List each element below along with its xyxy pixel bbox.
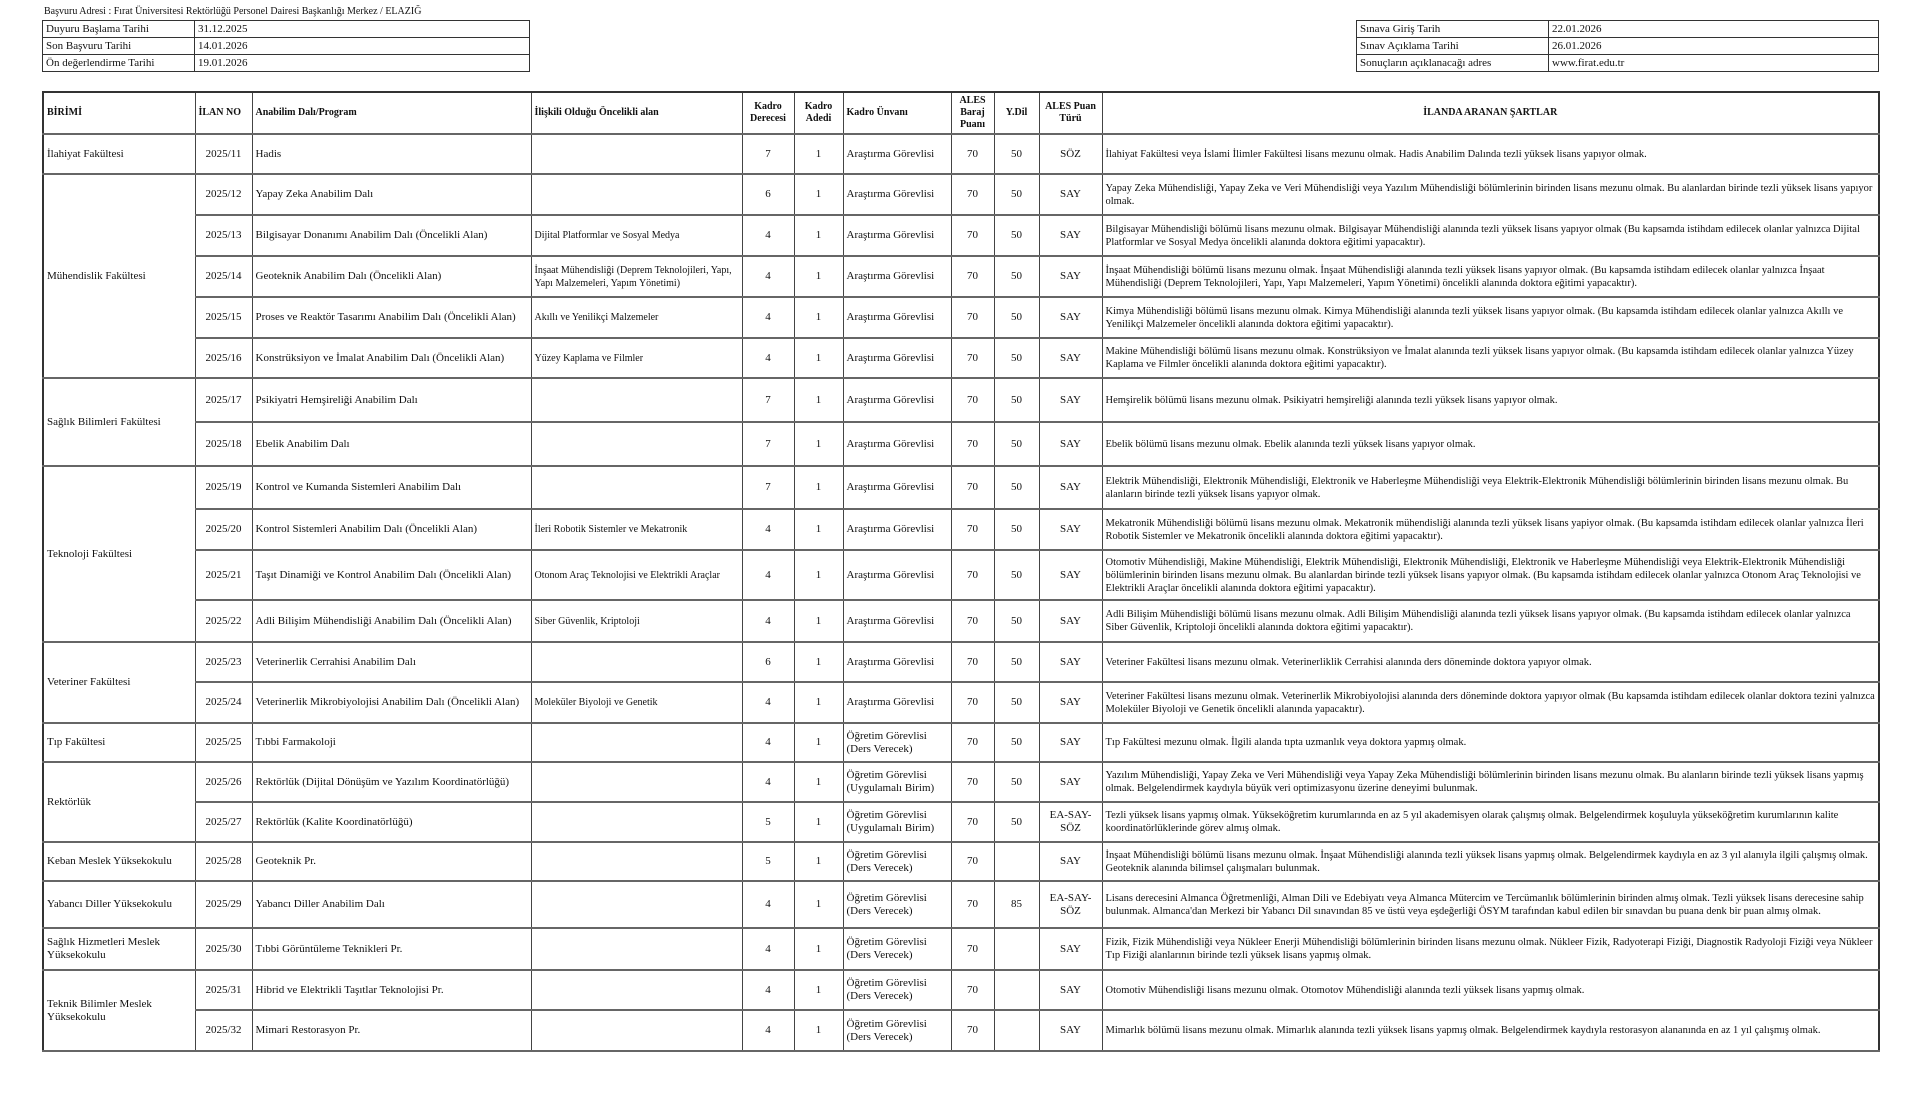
kadro-count: 1 <box>794 338 843 378</box>
kadro-degree: 4 <box>742 600 794 642</box>
ales-type: EA-SAY-SÖZ <box>1039 802 1102 842</box>
column-header: ALES Puan Türü <box>1039 92 1102 134</box>
positions-table <box>42 91 1880 1052</box>
ales-score: 70 <box>951 842 994 881</box>
ilan-no: 2025/32 <box>195 1010 252 1051</box>
kadro-degree: 4 <box>742 723 794 762</box>
requirements: Lisans derecesini Almanca Öğretmenliği, Alman Dili ve Edebiyatı veya Almanca Mütercim ve Tercümanlık bölümlerinin birinden almış olmak. Tezli yüksek lisans derecesine sahip bulunmak. Almanca'dan Merkezi bir Yabancı Dil sınavından 85 ve üstü veya eşdeğerliği ÖSYM tarafından kabul edilen bir sınavdan bu puana denk bir puan almış olmak. <box>1102 881 1879 928</box>
ales-score: 70 <box>951 297 994 338</box>
unit-name: Veteriner Fakültesi <box>43 642 195 723</box>
ales-score: 70 <box>951 642 994 682</box>
table-row <box>43 134 1879 174</box>
ilan-no: 2025/17 <box>195 378 252 422</box>
requirements: Veteriner Fakültesi lisans mezunu olmak. Veterinerlik Mikrobiyolojisi alanında ders döneminde doktora yapıyor olmak (Bu kapsamda istihdam edilecek olanlar doktora tezini yalnızca Moleküler Biyoloji ve Genetik öncelikli alanında yapacaktır). <box>1102 682 1879 723</box>
ales-type: SAY <box>1039 600 1102 642</box>
requirements: Mekatronik Mühendisliği bölümü lisans mezunu olmak. Mekatronik mühendisliği alanında tezli yüksek lisans yapiyor olmak. (Bu kapsamda istihdam edilecek olanlar yalnızca İleri Robotik Sistemler ve Mekatronik öncelikli alanında doktora eğitimi yapacaktır). <box>1102 509 1879 550</box>
language-score: 50 <box>994 642 1039 682</box>
kadro-count: 1 <box>794 466 843 509</box>
date-row <box>43 55 530 72</box>
language-score <box>994 1010 1039 1051</box>
language-score: 50 <box>994 682 1039 723</box>
kadro-degree: 4 <box>742 762 794 802</box>
requirements: Yazılım Mühendisliği, Yapay Zeka ve Veri Mühendisliği veya Yapay Zeka Mühendisliği bölümlerinin birinden lisans mezunu olmak. Bu alanların birinde tezli yüksek lisans yapmış olmak. Belgelendirmek kaydıyla büyük veri optimizasyonu üzerine deneyimi bulunmak. <box>1102 762 1879 802</box>
kadro-title: Öğretim Görevlisi (Uygulamalı Birim) <box>843 802 951 842</box>
requirements: Yapay Zeka Mühendisliği, Yapay Zeka ve Veri Mühendisliği veya Yazılım Mühendisliği bölümlerinin birinden lisans mezunu olmak. Bu alanlardan birinde tezli yüksek lisans yapıyor olmak. <box>1102 174 1879 215</box>
kadro-title: Öğretim Görevlisi (Ders Verecek) <box>843 970 951 1010</box>
kadro-count: 1 <box>794 378 843 422</box>
date-value: 26.01.2026 <box>1549 38 1879 55</box>
language-score: 50 <box>994 509 1039 550</box>
requirements: Tezli yüksek lisans yapmış olmak. Yükseköğretim kurumlarında en az 5 yıl akademisyen olarak çalışmış olmak. Belgelendirmek koşuluyla yükseköğretim kurumlarının kalite koordinatörlüklerinde görev almış olmak. <box>1102 802 1879 842</box>
ales-type: SAY <box>1039 297 1102 338</box>
kadro-count: 1 <box>794 215 843 256</box>
priority-area: Akıllı ve Yenilikçi Malzemeler <box>531 297 742 338</box>
language-score <box>994 928 1039 970</box>
unit-name: Sağlık Hizmetleri Meslek Yüksekokulu <box>43 928 195 970</box>
date-value: www.firat.edu.tr <box>1549 55 1879 72</box>
kadro-count: 1 <box>794 762 843 802</box>
ilan-no: 2025/23 <box>195 642 252 682</box>
program: Rektörlük (Kalite Koordinatörlüğü) <box>252 802 531 842</box>
kadro-count: 1 <box>794 509 843 550</box>
ales-score: 70 <box>951 928 994 970</box>
requirements: Bilgisayar Mühendisliği bölümü lisans mezunu olmak. Bilgisayar Mühendisliği alanında tezli yüksek lisans yapıyor olmak (Bu kapsamda istihdam edilecek olanlar yalnızca Dijital Platformlar ve Sosyal Medya öncelikli alanında doktora eğitimi yapacaktır). <box>1102 215 1879 256</box>
column-header: Y.Dil <box>994 92 1039 134</box>
requirements: Fizik, Fizik Mühendisliği veya Nükleer Enerji Mühendisliği bölümlerinin birinden lisans mezunu olmak. Nükleer Fizik, Radyoterapi Fiziği, Diagnostik Radyoloji Fiziği veya Nükleer Tıp Fiziği alanlarının birinde tezli yüksek lisans yapmış olmak. <box>1102 928 1879 970</box>
ales-score: 70 <box>951 338 994 378</box>
table-row <box>43 297 1879 338</box>
program: Tıbbi Farmakoloji <box>252 723 531 762</box>
kadro-count: 1 <box>794 256 843 297</box>
kadro-count: 1 <box>794 928 843 970</box>
priority-area <box>531 970 742 1010</box>
language-score: 50 <box>994 762 1039 802</box>
table-row <box>43 174 1879 215</box>
kadro-title: Araştırma Görevlisi <box>843 422 951 466</box>
table-row <box>43 723 1879 762</box>
requirements: Adli Bilişim Mühendisliği bölümü lisans mezunu olmak. Adli Bilişim Mühendisliği alanında tezli yüksek lisans yapıyor olmak. (Bu kapsamda istihdam edilecek olanlar yalnızca Siber Güvenlik, Kriptoloji öncelikli alanında doktora eğitimi yapacaktır). <box>1102 600 1879 642</box>
ales-score: 70 <box>951 1010 994 1051</box>
kadro-count: 1 <box>794 1010 843 1051</box>
table-row <box>43 682 1879 723</box>
table-header-row <box>43 92 1879 134</box>
ilan-no: 2025/26 <box>195 762 252 802</box>
kadro-title: Öğretim Görevlisi (Ders Verecek) <box>843 1010 951 1051</box>
language-score <box>994 970 1039 1010</box>
table-row <box>43 762 1879 802</box>
priority-area: Yüzey Kaplama ve Filmler <box>531 338 742 378</box>
kadro-title: Araştırma Görevlisi <box>843 600 951 642</box>
priority-area <box>531 378 742 422</box>
program: Bilgisayar Donanımı Anabilim Dalı (Öncelikli Alan) <box>252 215 531 256</box>
requirements: İnşaat Mühendisliği bölümü lisans mezunu olmak. İnşaat Mühendisliği alanında tezli yüksek lisans yapıyor olmak. (Bu kapsamda istihdam edilecek olanlar yalnızca İnşaat Mühendisliği (Deprem Teknolojileri, Yapı, Yapı Malzemeleri, Yapım Yönetimi) öncelikli alanında doktora eğitimi yapacaktır). <box>1102 256 1879 297</box>
kadro-degree: 7 <box>742 134 794 174</box>
requirements: Ebelik bölümü lisans mezunu olmak. Ebelik alanında tezli yüksek lisans yapıyor olmak. <box>1102 422 1879 466</box>
program: Geoteknik Pr. <box>252 842 531 881</box>
unit-name: Rektörlük <box>43 762 195 842</box>
ales-score: 70 <box>951 600 994 642</box>
date-label: Duyuru Başlama Tarihi <box>43 21 195 38</box>
ilan-no: 2025/15 <box>195 297 252 338</box>
ilan-no: 2025/14 <box>195 256 252 297</box>
language-score: 50 <box>994 802 1039 842</box>
program: Tıbbi Görüntüleme Teknikleri Pr. <box>252 928 531 970</box>
ales-type: SAY <box>1039 842 1102 881</box>
ales-score: 70 <box>951 466 994 509</box>
table-row <box>43 215 1879 256</box>
kadro-count: 1 <box>794 174 843 215</box>
kadro-degree: 6 <box>742 642 794 682</box>
priority-area: Dijital Platformlar ve Sosyal Medya <box>531 215 742 256</box>
program: Veterinerlik Cerrahisi Anabilim Dalı <box>252 642 531 682</box>
ales-type: SAY <box>1039 215 1102 256</box>
ilan-no: 2025/31 <box>195 970 252 1010</box>
ales-type: SAY <box>1039 174 1102 215</box>
kadro-count: 1 <box>794 642 843 682</box>
ales-type: EA-SAY-SÖZ <box>1039 881 1102 928</box>
kadro-title: Araştırma Görevlisi <box>843 378 951 422</box>
priority-area: Siber Güvenlik, Kriptoloji <box>531 600 742 642</box>
requirements: Otomotiv Mühendisliği lisans mezunu olmak. Otomotov Mühendisliği alanında tezli yüksek lisans yapmış olmak. <box>1102 970 1879 1010</box>
kadro-degree: 4 <box>742 1010 794 1051</box>
unit-name: İlahiyat Fakültesi <box>43 134 195 174</box>
program: Psikiyatri Hemşireliği Anabilim Dalı <box>252 378 531 422</box>
application-address: Başvuru Adresi : Fırat Üniversitesi Rektörlüğü Personel Dairesi Başkanlığı Merkez / ELAZIĞ <box>44 6 422 17</box>
requirements: Otomotiv Mühendisliği, Makine Mühendisliği, Elektrik Mühendisliği, Elektronik Mühendisliği, Elektronik ve Haberleşme Mühendisliği veya Elektrik-Elektronik Mühendisliği bölümlerinin birinden lisans mezunu olmak. Bu alanlardan birinde tezli yüksek lisans yapıyor olmak. (Bu kapsamda istihdam edilecek olanlar yalnızca Otonom Araç Teknolojisi ve Elektrikli Araçlar öncelikli alanında doktora eğitimi yapacaktır). <box>1102 550 1879 600</box>
kadro-count: 1 <box>794 802 843 842</box>
ales-score: 70 <box>951 134 994 174</box>
program: Taşıt Dinamiği ve Kontrol Anabilim Dalı (Öncelikli Alan) <box>252 550 531 600</box>
unit-name: Sağlık Bilimleri Fakültesi <box>43 378 195 466</box>
priority-area <box>531 134 742 174</box>
kadro-title: Araştırma Görevlisi <box>843 256 951 297</box>
requirements: İnşaat Mühendisliği bölümü lisans mezunu olmak. İnşaat Mühendisliği alanında tezli yüksek lisans yapmış olmak. Belgelendirmek kaydıyla en az 3 yıl alanıyla ilgili çalışmış olmak. Geoteknik alanında bilimsel çalışmaları bulunmak. <box>1102 842 1879 881</box>
table-row <box>43 642 1879 682</box>
program: Proses ve Reaktör Tasarımı Anabilim Dalı (Öncelikli Alan) <box>252 297 531 338</box>
priority-area <box>531 723 742 762</box>
ales-type: SAY <box>1039 762 1102 802</box>
program: Rektörlük (Dijital Dönüşüm ve Yazılım Koordinatörlüğü) <box>252 762 531 802</box>
language-score: 50 <box>994 550 1039 600</box>
column-header: İLANDA ARANAN ŞARTLAR <box>1102 92 1879 134</box>
ales-score: 70 <box>951 174 994 215</box>
kadro-count: 1 <box>794 297 843 338</box>
language-score: 50 <box>994 134 1039 174</box>
program: Veterinerlik Mikrobiyolojisi Anabilim Dalı (Öncelikli Alan) <box>252 682 531 723</box>
ales-type: SAY <box>1039 378 1102 422</box>
ilan-no: 2025/20 <box>195 509 252 550</box>
date-row <box>1357 21 1879 38</box>
table-row <box>43 378 1879 422</box>
ales-score: 70 <box>951 762 994 802</box>
kadro-degree: 7 <box>742 422 794 466</box>
kadro-degree: 4 <box>742 297 794 338</box>
dates-table-right <box>1356 20 1879 72</box>
kadro-count: 1 <box>794 134 843 174</box>
date-label: Sonuçların açıklanacağı adres <box>1357 55 1549 72</box>
kadro-title: Öğretim Görevlisi (Ders Verecek) <box>843 723 951 762</box>
column-header: BİRİMİ <box>43 92 195 134</box>
program: Hadis <box>252 134 531 174</box>
unit-name: Teknik Bilimler Meslek Yüksekokulu <box>43 970 195 1051</box>
priority-area <box>531 762 742 802</box>
column-header: Kadro Derecesi <box>742 92 794 134</box>
ales-score: 70 <box>951 422 994 466</box>
priority-area: İnşaat Mühendisliği (Deprem Teknolojileri, Yapı, Yapı Malzemeleri, Yapım Yönetimi) <box>531 256 742 297</box>
kadro-title: Öğretim Görevlisi (Ders Verecek) <box>843 881 951 928</box>
requirements: Hemşirelik bölümü lisans mezunu olmak. Psikiyatri hemşireliği alanında tezli yüksek lisans yapıyor olmak. <box>1102 378 1879 422</box>
table-row <box>43 928 1879 970</box>
ales-type: SAY <box>1039 723 1102 762</box>
program: Mimari Restorasyon Pr. <box>252 1010 531 1051</box>
date-label: Sınav Açıklama Tarihi <box>1357 38 1549 55</box>
table-row <box>43 802 1879 842</box>
ilan-no: 2025/28 <box>195 842 252 881</box>
ales-score: 70 <box>951 802 994 842</box>
ilan-no: 2025/13 <box>195 215 252 256</box>
kadro-title: Araştırma Görevlisi <box>843 509 951 550</box>
ilan-no: 2025/22 <box>195 600 252 642</box>
kadro-title: Araştırma Görevlisi <box>843 174 951 215</box>
ales-type: SAY <box>1039 970 1102 1010</box>
ales-type: SAY <box>1039 466 1102 509</box>
program: Yapay Zeka Anabilim Dalı <box>252 174 531 215</box>
table-row <box>43 422 1879 466</box>
column-header: ALES Baraj Puanı <box>951 92 994 134</box>
kadro-count: 1 <box>794 682 843 723</box>
date-label: Son Başvuru Tarihi <box>43 38 195 55</box>
priority-area: Otonom Araç Teknolojisi ve Elektrikli Araçlar <box>531 550 742 600</box>
program: Hibrid ve Elektrikli Taşıtlar Teknolojisi Pr. <box>252 970 531 1010</box>
program: Yabancı Diller Anabilim Dalı <box>252 881 531 928</box>
date-value: 22.01.2026 <box>1549 21 1879 38</box>
kadro-degree: 4 <box>742 509 794 550</box>
kadro-count: 1 <box>794 600 843 642</box>
ales-type: SAY <box>1039 928 1102 970</box>
kadro-degree: 7 <box>742 466 794 509</box>
date-value: 31.12.2025 <box>195 21 530 38</box>
kadro-count: 1 <box>794 550 843 600</box>
kadro-degree: 4 <box>742 338 794 378</box>
table-row <box>43 600 1879 642</box>
unit-name: Tıp Fakültesi <box>43 723 195 762</box>
kadro-title: Öğretim Görevlisi (Uygulamalı Birim) <box>843 762 951 802</box>
kadro-degree: 4 <box>742 881 794 928</box>
date-label: Ön değerlendirme Tarihi <box>43 55 195 72</box>
priority-area: Moleküler Biyoloji ve Genetik <box>531 682 742 723</box>
kadro-title: Araştırma Görevlisi <box>843 215 951 256</box>
language-score: 50 <box>994 422 1039 466</box>
table-row <box>43 338 1879 378</box>
ales-type: SAY <box>1039 1010 1102 1051</box>
ales-score: 70 <box>951 509 994 550</box>
kadro-degree: 4 <box>742 970 794 1010</box>
ales-type: SAY <box>1039 509 1102 550</box>
requirements: Kimya Mühendisliği bölümü lisans mezunu olmak. Kimya Mühendisliği alanında tezli yüksek lisans yapıyor olmak. (Bu kapsamda istihdam edilecek olanlar yalnızca Akıllı ve Yenilikçi Malzemeler öncelikli alanında doktora eğitimi yapacaktır). <box>1102 297 1879 338</box>
language-score: 50 <box>994 174 1039 215</box>
kadro-degree: 5 <box>742 842 794 881</box>
kadro-count: 1 <box>794 723 843 762</box>
column-header: İlişkili Olduğu Öncelikli alan <box>531 92 742 134</box>
priority-area <box>531 928 742 970</box>
column-header: Kadro Ünvanı <box>843 92 951 134</box>
ales-score: 70 <box>951 881 994 928</box>
date-label: Sınava Giriş Tarih <box>1357 21 1549 38</box>
ilan-no: 2025/16 <box>195 338 252 378</box>
table-row <box>43 256 1879 297</box>
ilan-no: 2025/19 <box>195 466 252 509</box>
ales-type: SAY <box>1039 550 1102 600</box>
kadro-count: 1 <box>794 970 843 1010</box>
ales-type: SAY <box>1039 422 1102 466</box>
kadro-degree: 4 <box>742 550 794 600</box>
requirements: Makine Mühendisliği bölümü lisans mezunu olmak. Konstrüksiyon ve İmalat alanında tezli yüksek lisans yapıyor olmak. (Bu kapsamda istihdam edilecek olanlar yalnızca Yüzey Kaplama ve Filmler öncelikli alanında doktora eğitimi yapacaktır). <box>1102 338 1879 378</box>
language-score: 50 <box>994 723 1039 762</box>
requirements: İlahiyat Fakültesi veya İslami İlimler Fakültesi lisans mezunu olmak. Hadis Anabilim Dalında tezli yüksek lisans yapıyor olmak. <box>1102 134 1879 174</box>
unit-name: Mühendislik Fakültesi <box>43 174 195 378</box>
language-score: 50 <box>994 600 1039 642</box>
language-score <box>994 842 1039 881</box>
kadro-title: Araştırma Görevlisi <box>843 297 951 338</box>
table-row <box>43 509 1879 550</box>
unit-name: Keban Meslek Yüksekokulu <box>43 842 195 881</box>
date-row <box>43 21 530 38</box>
ales-score: 70 <box>951 723 994 762</box>
ales-score: 70 <box>951 682 994 723</box>
table-row <box>43 970 1879 1010</box>
requirements: Elektrik Mühendisliği, Elektronik Mühendisliği, Elektronik ve Haberleşme Mühendisliği veya Elektrik-Elektronik Mühendisliği bölümlerinin birinden lisans mezunu olmak. Bu alanların birinde tezli yüksek lisans yapıyor olmak. <box>1102 466 1879 509</box>
table-row <box>43 881 1879 928</box>
program: Konstrüksiyon ve İmalat Anabilim Dalı (Öncelikli Alan) <box>252 338 531 378</box>
ales-score: 70 <box>951 550 994 600</box>
ales-score: 70 <box>951 215 994 256</box>
ilan-no: 2025/21 <box>195 550 252 600</box>
ales-type: SAY <box>1039 256 1102 297</box>
kadro-degree: 4 <box>742 256 794 297</box>
ilan-no: 2025/25 <box>195 723 252 762</box>
ilan-no: 2025/12 <box>195 174 252 215</box>
requirements: Veteriner Fakültesi lisans mezunu olmak. Veterinerliklik Cerrahisi alanında ders döneminde doktora yapıyor olmak. <box>1102 642 1879 682</box>
program: Ebelik Anabilim Dalı <box>252 422 531 466</box>
kadro-count: 1 <box>794 422 843 466</box>
column-header: İLAN NO <box>195 92 252 134</box>
priority-area <box>531 642 742 682</box>
program: Kontrol ve Kumanda Sistemleri Anabilim Dalı <box>252 466 531 509</box>
ilan-no: 2025/11 <box>195 134 252 174</box>
kadro-degree: 4 <box>742 682 794 723</box>
ilan-no: 2025/24 <box>195 682 252 723</box>
ales-score: 70 <box>951 970 994 1010</box>
table-row <box>43 1010 1879 1051</box>
language-score: 50 <box>994 297 1039 338</box>
priority-area: İleri Robotik Sistemler ve Mekatronik <box>531 509 742 550</box>
unit-name: Teknoloji Fakültesi <box>43 466 195 642</box>
priority-area <box>531 842 742 881</box>
ales-score: 70 <box>951 256 994 297</box>
priority-area <box>531 802 742 842</box>
kadro-degree: 4 <box>742 928 794 970</box>
ales-type: SAY <box>1039 642 1102 682</box>
priority-area <box>531 466 742 509</box>
priority-area <box>531 881 742 928</box>
table-row <box>43 842 1879 881</box>
language-score: 50 <box>994 378 1039 422</box>
language-score: 50 <box>994 466 1039 509</box>
kadro-title: Araştırma Görevlisi <box>843 682 951 723</box>
date-row <box>43 38 530 55</box>
date-value: 19.01.2026 <box>195 55 530 72</box>
ilan-no: 2025/29 <box>195 881 252 928</box>
date-value: 14.01.2026 <box>195 38 530 55</box>
kadro-degree: 7 <box>742 378 794 422</box>
kadro-degree: 4 <box>742 215 794 256</box>
ilan-no: 2025/27 <box>195 802 252 842</box>
priority-area <box>531 1010 742 1051</box>
table-row <box>43 550 1879 600</box>
requirements: Tıp Fakültesi mezunu olmak. İlgili alanda tıpta uzmanlık veya doktora yapmış olmak. <box>1102 723 1879 762</box>
kadro-title: Araştırma Görevlisi <box>843 642 951 682</box>
program: Adli Bilişim Mühendisliği Anabilim Dalı (Öncelikli Alan) <box>252 600 531 642</box>
priority-area <box>531 422 742 466</box>
kadro-count: 1 <box>794 881 843 928</box>
kadro-title: Öğretim Görevlisi (Ders Verecek) <box>843 842 951 881</box>
kadro-title: Araştırma Görevlisi <box>843 550 951 600</box>
kadro-degree: 5 <box>742 802 794 842</box>
ales-score: 70 <box>951 378 994 422</box>
requirements: Mimarlık bölümü lisans mezunu olmak. Mimarlık alanında tezli yüksek lisans yapmış olmak. Belgelendirmek kaydıyla restorasyon alananında en az 1 yıl çalışmış olmak. <box>1102 1010 1879 1051</box>
ilan-no: 2025/30 <box>195 928 252 970</box>
language-score: 50 <box>994 215 1039 256</box>
column-header: Kadro Adedi <box>794 92 843 134</box>
table-row <box>43 466 1879 509</box>
column-header: Anabilim Dalı/Program <box>252 92 531 134</box>
kadro-title: Araştırma Görevlisi <box>843 134 951 174</box>
unit-name: Yabancı Diller Yüksekokulu <box>43 881 195 928</box>
priority-area <box>531 174 742 215</box>
date-row <box>1357 38 1879 55</box>
language-score: 85 <box>994 881 1039 928</box>
ales-type: SAY <box>1039 338 1102 378</box>
program: Geoteknik Anabilim Dalı (Öncelikli Alan) <box>252 256 531 297</box>
ilan-no: 2025/18 <box>195 422 252 466</box>
ales-type: SÖZ <box>1039 134 1102 174</box>
ales-type: SAY <box>1039 682 1102 723</box>
kadro-title: Araştırma Görevlisi <box>843 466 951 509</box>
kadro-degree: 6 <box>742 174 794 215</box>
language-score: 50 <box>994 256 1039 297</box>
kadro-count: 1 <box>794 842 843 881</box>
date-row <box>1357 55 1879 72</box>
dates-table-left <box>42 20 530 72</box>
program: Kontrol Sistemleri Anabilim Dalı (Öncelikli Alan) <box>252 509 531 550</box>
kadro-title: Öğretim Görevlisi (Ders Verecek) <box>843 928 951 970</box>
kadro-title: Araştırma Görevlisi <box>843 338 951 378</box>
language-score: 50 <box>994 338 1039 378</box>
